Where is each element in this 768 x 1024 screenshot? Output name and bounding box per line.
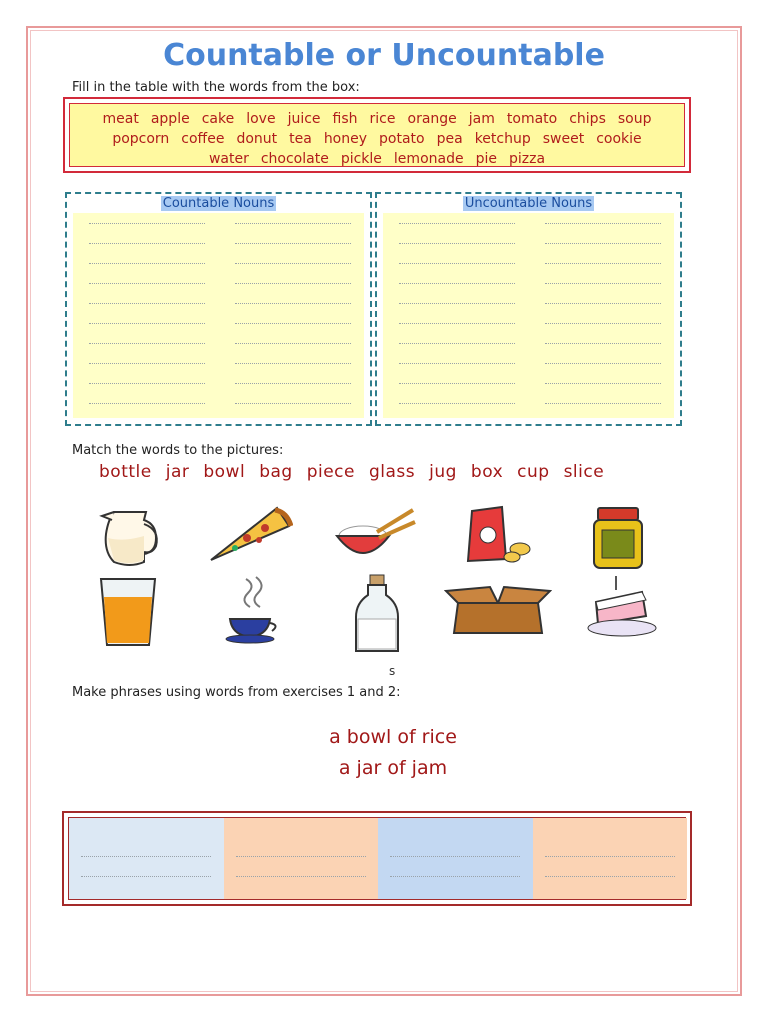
word-box	[63, 97, 691, 173]
measure-word: bowl	[203, 462, 246, 482]
answer-line[interactable]	[545, 403, 661, 404]
answer-line[interactable]	[545, 856, 675, 857]
rice-bowl-icon	[333, 506, 417, 566]
milk-bottle-icon	[350, 573, 404, 657]
word-item: water	[208, 151, 249, 167]
measure-word: bottle	[99, 462, 152, 482]
phrase-column	[533, 818, 688, 899]
word-item: donut	[236, 131, 278, 147]
answer-line[interactable]	[390, 876, 520, 877]
answer-line[interactable]	[390, 856, 520, 857]
answer-line[interactable]	[235, 263, 351, 264]
answer-line[interactable]	[545, 343, 661, 344]
word-item: ketchup	[474, 131, 531, 147]
word-item: rice	[369, 111, 396, 127]
word-item: jam	[468, 111, 495, 127]
answer-line[interactable]	[89, 323, 205, 324]
answer-line[interactable]	[89, 263, 205, 264]
answer-line[interactable]	[545, 363, 661, 364]
coffee-cup-icon	[222, 573, 280, 645]
answer-line[interactable]	[545, 323, 661, 324]
measure-word: box	[470, 462, 504, 482]
word-item: pea	[436, 131, 463, 147]
word-item: tomato	[506, 111, 558, 127]
answer-line[interactable]	[399, 303, 515, 304]
measure-word: jar	[165, 462, 190, 482]
answer-line[interactable]	[235, 403, 351, 404]
answer-line[interactable]	[399, 243, 515, 244]
measure-word: piece	[306, 462, 355, 482]
word-item: chocolate	[260, 151, 329, 167]
word-item: soup	[617, 111, 652, 127]
answer-line[interactable]	[235, 343, 351, 344]
word-item: apple	[150, 111, 190, 127]
stray-letter: s	[389, 664, 396, 678]
word-item: pizza	[508, 151, 546, 167]
answer-line[interactable]	[236, 876, 366, 877]
countable-header: Countable Nouns	[162, 196, 275, 211]
answer-line[interactable]	[545, 876, 675, 877]
measure-words	[99, 462, 618, 482]
answer-line[interactable]	[235, 223, 351, 224]
answer-line[interactable]	[235, 323, 351, 324]
answer-line[interactable]	[399, 403, 515, 404]
word-item: chips	[569, 111, 606, 127]
answer-line[interactable]	[399, 223, 515, 224]
answer-line[interactable]	[81, 856, 211, 857]
instruction-match: Match the words to the pictures:	[72, 443, 284, 458]
answer-line[interactable]	[236, 856, 366, 857]
word-item: popcorn	[112, 131, 170, 147]
answer-line[interactable]	[235, 303, 351, 304]
measure-word: slice	[563, 462, 605, 482]
measure-word: bag	[259, 462, 293, 482]
answer-line[interactable]	[89, 343, 205, 344]
word-item: pickle	[340, 151, 382, 167]
cake-slice-icon	[586, 572, 660, 642]
phrase-column	[224, 818, 379, 899]
answer-line[interactable]	[89, 403, 205, 404]
word-line	[70, 129, 684, 149]
word-item: lemonade	[393, 151, 464, 167]
answer-line[interactable]	[89, 383, 205, 384]
answer-line[interactable]	[545, 263, 661, 264]
word-item: love	[246, 111, 276, 127]
answer-line[interactable]	[545, 283, 661, 284]
word-item: potato	[379, 131, 425, 147]
word-line	[70, 149, 684, 169]
phrase-column	[69, 818, 224, 899]
uncountable-header: Uncountable Nouns	[464, 196, 593, 211]
phrase-column	[378, 818, 533, 899]
answer-line[interactable]	[545, 303, 661, 304]
chips-bag-icon	[458, 503, 540, 567]
answer-line[interactable]	[89, 243, 205, 244]
answer-line[interactable]	[235, 363, 351, 364]
pizza-slice-icon	[207, 504, 293, 564]
example-phrase-2: a jar of jam	[338, 757, 448, 779]
measure-word: jug	[429, 462, 457, 482]
answer-line[interactable]	[399, 283, 515, 284]
answer-line[interactable]	[235, 283, 351, 284]
example-phrase-1: a bowl of rice	[329, 726, 457, 748]
phrase-answer-box	[62, 811, 692, 906]
word-item: pie	[475, 151, 497, 167]
answer-line[interactable]	[399, 343, 515, 344]
answer-line[interactable]	[545, 383, 661, 384]
word-item: sweet	[542, 131, 585, 147]
uncountable-table	[375, 192, 682, 426]
answer-line[interactable]	[235, 243, 351, 244]
answer-line[interactable]	[89, 223, 205, 224]
word-item: honey	[323, 131, 368, 147]
word-item: cookie	[596, 131, 642, 147]
countable-table	[65, 192, 372, 426]
honey-jar-icon	[588, 504, 648, 572]
answer-line[interactable]	[235, 383, 351, 384]
answer-line[interactable]	[399, 383, 515, 384]
instruction-phrases: Make phrases using words from exercises 1 and 2:	[72, 685, 401, 700]
answer-line[interactable]	[89, 303, 205, 304]
answer-line[interactable]	[399, 263, 515, 264]
answer-line[interactable]	[89, 283, 205, 284]
measure-word: glass	[368, 462, 416, 482]
instruction-fill-table: Fill in the table with the words from the box:	[72, 80, 360, 95]
word-item: coffee	[181, 131, 225, 147]
word-item: orange	[407, 111, 457, 127]
answer-line[interactable]	[399, 323, 515, 324]
cardboard-box-icon	[444, 583, 552, 639]
word-item: cake	[201, 111, 235, 127]
juice-glass-icon	[97, 575, 159, 649]
word-item: meat	[102, 111, 139, 127]
word-item: fish	[332, 111, 358, 127]
page-title: Countable or Uncountable	[163, 38, 605, 73]
measure-word: cup	[517, 462, 550, 482]
answer-line[interactable]	[399, 363, 515, 364]
answer-line[interactable]	[81, 876, 211, 877]
milk-jug-icon	[94, 502, 166, 570]
word-line	[70, 109, 684, 129]
word-item: tea	[289, 131, 312, 147]
answer-line[interactable]	[89, 363, 205, 364]
word-item: juice	[287, 111, 321, 127]
word-list	[70, 109, 684, 169]
answer-line[interactable]	[545, 223, 661, 224]
answer-line[interactable]	[545, 243, 661, 244]
